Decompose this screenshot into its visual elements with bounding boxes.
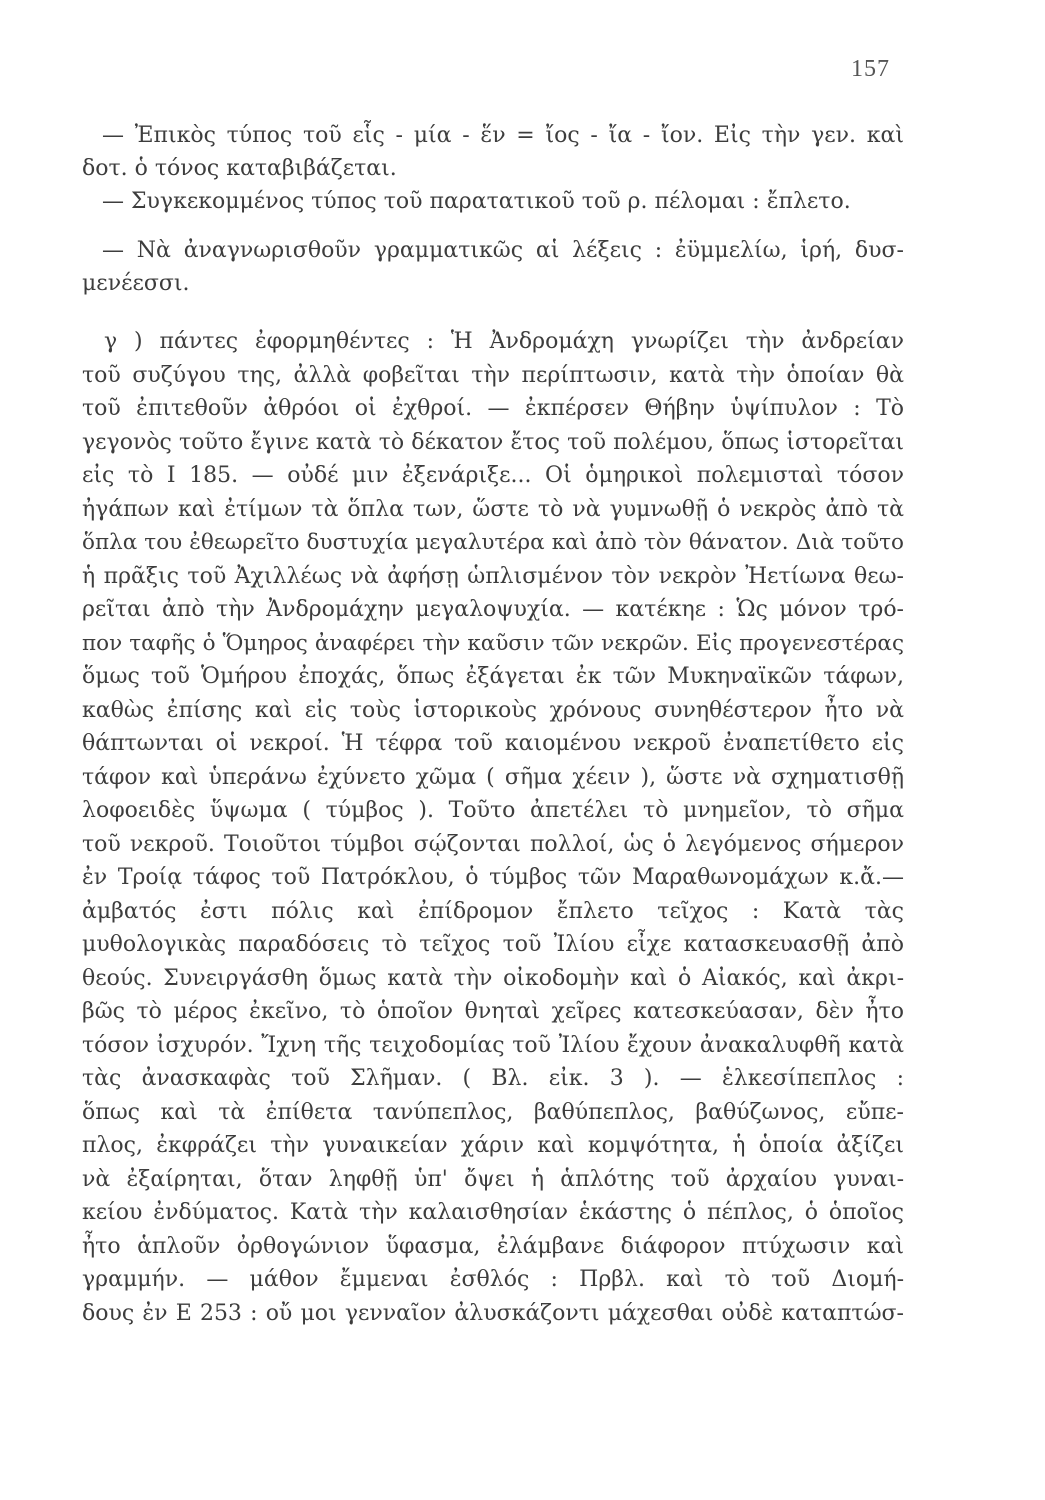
text-line: τοῦ ἐπιτεθοῦν ἀθρόοι οἱ ἐχθροί. — ἐκπέρσεν Θήβην ὑψίπυλον : Τὸ: [82, 396, 904, 421]
text-line: γ ) πάντες ἐφορμηθέντες : Ἡ Ἀνδρομάχη γνωρίζει τὴν ἀνδρείαν: [104, 329, 904, 354]
text-line: ἐν Τροίᾳ τάφος τοῦ Πατρόκλου, ὁ τύμβος τῶν Μαραθωνομάχων κ.ἄ.—: [82, 865, 904, 890]
text-line: ἦτο ἁπλοῦν ὀρθογώνιον ὕφασμα, ἐλάμβανε διάφορον πτύχωσιν καὶ: [82, 1234, 904, 1259]
text-line: πον ταφῆς ὁ Ὅμηρος ἀναφέρει τὴν καῦσιν τῶν νεκρῶν. Εἰς προγενεστέρας: [82, 631, 904, 656]
text-line: — Συγκεκομμένος τύπος τοῦ παρατατικοῦ τοῦ ρ. πέλομαι : ἔπλετο.: [102, 189, 851, 214]
text-line: ἠγάπων καὶ ἐτίμων τὰ ὅπλα των, ὥστε τὸ νὰ γυμνωθῇ ὁ νεκρὸς ἀπὸ τὰ: [82, 497, 904, 522]
text-line: βῶς τὸ μέρος ἐκεῖνο, τὸ ὁποῖον θνηταὶ χεῖρες κατεσκεύασαν, δὲν ἦτο: [82, 999, 904, 1024]
text-line: πλος, ἐκφράζει τὴν γυναικείαν χάριν καὶ κομψότητα, ἡ ὁποία ἀξίζει: [82, 1133, 904, 1158]
text-line: — Νὰ ἀναγνωρισθοῦν γραμματικῶς αἱ λέξεις : ἐϋμμελίω, ἱρή, δυσ-: [102, 238, 904, 263]
text-line: ἀμβατός ἐστι πόλις καὶ ἐπίδρομον ἔπλετο τεῖχος : Κατὰ τὰς: [82, 899, 904, 924]
text-line: λοφοειδὲς ὕψωμα ( τύμβος ). Τοῦτο ἀπετέλει τὸ μνημεῖον, τὸ σῆμα: [82, 798, 904, 823]
text-line: ρεῖται ἀπὸ τὴν Ἀνδρομάχην μεγαλοψυχία. — κατέκηε : Ὡς μόνον τρό-: [82, 597, 904, 622]
text-line: εἰς τὸ Ι 185. — οὐδέ μιν ἐξενάριξε... Οἱ ὁμηρικοὶ πολεμισταὶ τόσον: [82, 463, 904, 488]
text-line: μενέεσσι.: [82, 271, 190, 296]
text-line: τάφον καὶ ὑπεράνω ἐχύνετο χῶμα ( σῆμα χέειν ), ὥστε νὰ σχηματισθῇ: [82, 765, 904, 790]
text-line: τόσον ἰσχυρόν. Ἴχνη τῆς τειχοδομίας τοῦ Ἰλίου ἔχουν ἀνακαλυφθῆ κατὰ: [82, 1033, 904, 1058]
text-line: γραμμήν. — μάθον ἔμμεναι ἐσθλός : Πρβλ. καὶ τὸ τοῦ Διομή-: [82, 1267, 904, 1292]
page-number: 157: [851, 56, 890, 82]
text-line: κείου ἐνδύματος. Κατὰ τὴν καλαισθησίαν ἑκάστης ὁ πέπλος, ὁ ὁποῖος: [82, 1200, 904, 1225]
text-line: καθὼς ἐπίσης καὶ εἰς τοὺς ἱστορικοὺς χρόνους συνηθέστερον ἦτο νὰ: [82, 698, 904, 723]
text-line: τοῦ νεκροῦ. Τοιοῦτοι τύμβοι σῴζονται πολλοί, ὡς ὁ λεγόμενος σήμερον: [82, 832, 904, 857]
text-line: ὅπως καὶ τὰ ἐπίθετα τανύπεπλος, βαθύπεπλος, βαθύζωνος, εὔπε-: [82, 1100, 904, 1125]
text-line: μυθολογικὰς παραδόσεις τὸ τεῖχος τοῦ Ἰλίου εἶχε κατασκευασθῇ ἀπὸ: [82, 932, 904, 957]
text-line: δοτ. ὁ τόνος καταβιβάζεται.: [82, 156, 397, 181]
text-line: ὅπλα του ἐθεωρεῖτο δυστυχία μεγαλυτέρα καὶ ἀπὸ τὸν θάνατον. Διὰ τοῦτο: [82, 530, 904, 555]
text-line: — Ἐπικὸς τύπος τοῦ εἷς - μία - ἕν = ἴος - ἴα - ἴον. Εἰς τὴν γεν. καὶ: [102, 123, 904, 148]
text-line: τὰς ἀνασκαφὰς τοῦ Σλῆμαν. ( Βλ. εἰκ. 3 ). — ἑλκεσίπεπλος :: [82, 1066, 904, 1091]
text-line: τοῦ συζύγου της, ἀλλὰ φοβεῖται τὴν περίπτωσιν, κατὰ τὴν ὁποίαν θὰ: [82, 363, 904, 388]
text-line: νὰ ἐξαίρηται, ὅταν ληφθῇ ὑπ' ὄψει ἡ ἁπλότης τοῦ ἀρχαίου γυναι-: [82, 1167, 904, 1192]
text-line: γεγονὸς τοῦτο ἔγινε κατὰ τὸ δέκατον ἔτος τοῦ πολέμου, ὅπως ἱστορεῖται: [82, 430, 904, 455]
text-line: θάπτωνται οἱ νεκροί. Ἡ τέφρα τοῦ καιομένου νεκροῦ ἐναπετίθετο εἰς: [82, 731, 904, 756]
text-line: ἡ πρᾶξις τοῦ Ἀχιλλέως νὰ ἀφήσῃ ὡπλισμένον τὸν νεκρὸν Ἠετίωνα θεω-: [82, 564, 904, 589]
text-line: ὅμως τοῦ Ὁμήρου ἐποχάς, ὅπως ἐξάγεται ἐκ τῶν Μυκηναϊκῶν τάφων,: [82, 664, 904, 689]
text-line: θεούς. Συνειργάσθη ὅμως κατὰ τὴν οἰκοδομὴν καὶ ὁ Αἰακός, καὶ ἀκρι-: [82, 966, 904, 991]
text-line: δους ἐν Ε 253 : οὔ μοι γενναῖον ἀλυσκάζοντι μάχεσθαι οὐδὲ καταπτώσ-: [82, 1301, 904, 1326]
